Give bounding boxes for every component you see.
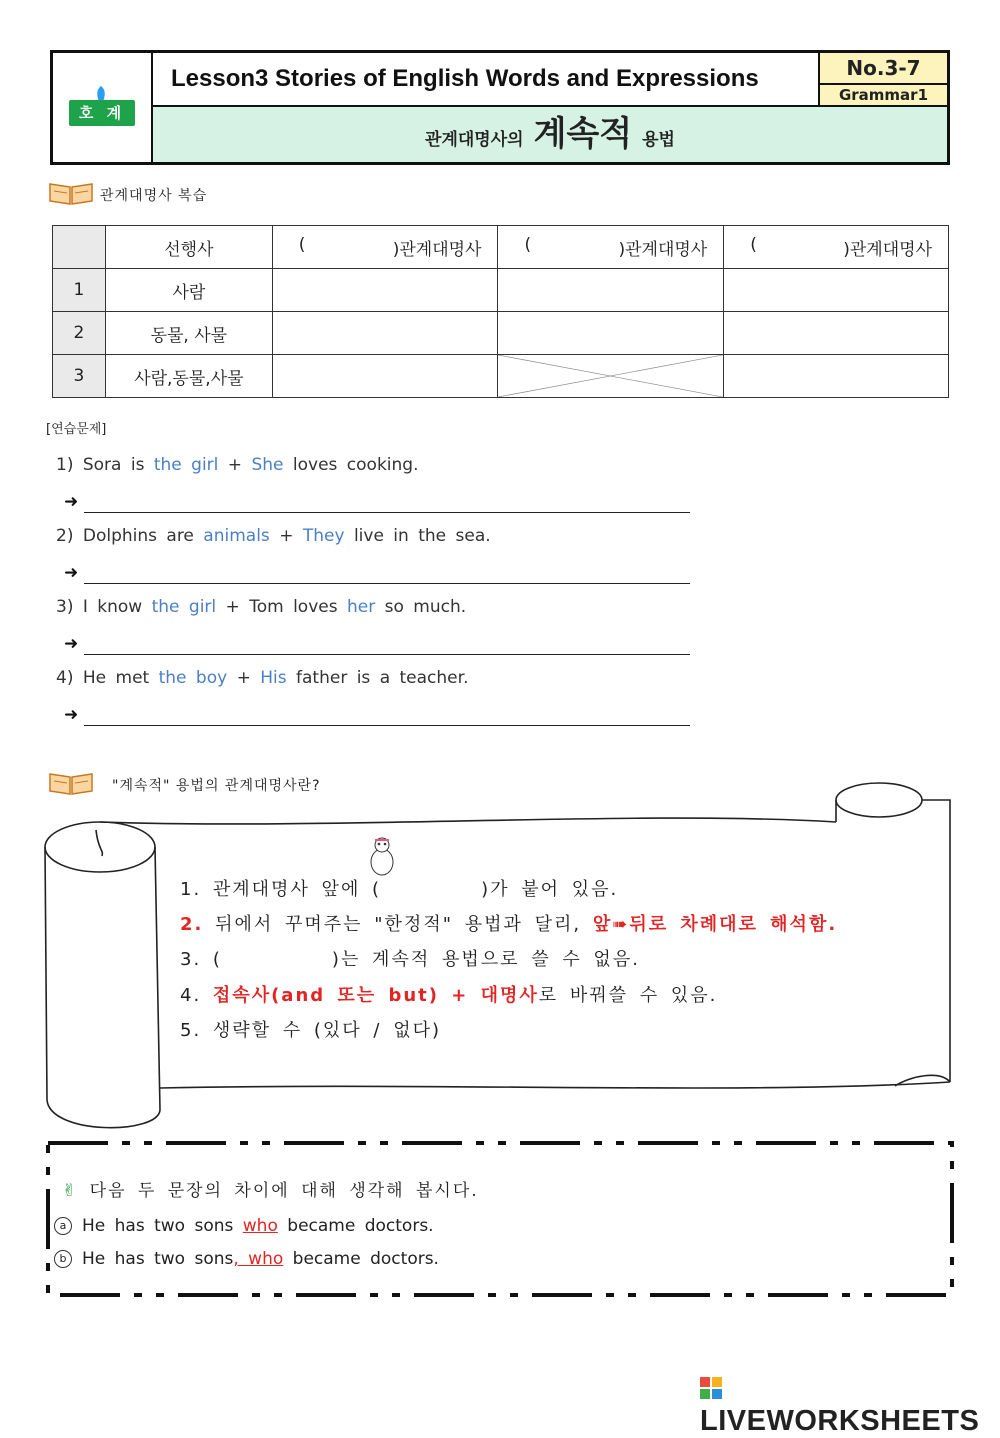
rule-1: 1. 관계대명사 앞에 ( )가 붙어 있음. <box>180 879 619 900</box>
open-book-icon <box>48 180 94 206</box>
victory-hand-icon: ✌ <box>62 1181 79 1201</box>
row-number: 3 <box>53 355 106 398</box>
crossed-out-cell <box>498 355 724 398</box>
answer-line-1[interactable] <box>84 512 690 513</box>
answer-cell[interactable] <box>272 355 498 398</box>
cartoon-character-icon <box>371 838 393 875</box>
table-row <box>53 355 949 398</box>
row-antecedent: 사람,동물,사물 <box>105 355 272 398</box>
practice-item-1: 1) Sora is the girl + She loves cooking. <box>56 455 419 475</box>
practice-item-4: 4) He met the boy + His father is a teacher. <box>56 668 469 688</box>
table-header-pronoun-1: ( )관계대명사 <box>272 226 498 269</box>
liveworksheets-logo: LIVEWORKSHEETS <box>700 1372 1000 1438</box>
rule-3: 3. ( )는 계속적 용법으로 쓸 수 없음. <box>180 949 640 970</box>
worksheet-header <box>50 50 950 165</box>
answer-line-4[interactable] <box>84 725 690 726</box>
rule-5: 5. 생략할 수 (있다 / 없다) <box>180 1020 441 1041</box>
arrow-icon: ➜ <box>64 492 79 512</box>
row-number: 2 <box>53 312 106 355</box>
table-header-antecedent: 선행사 <box>105 226 272 269</box>
rule-4: 4. 접속사(and 또는 but) + 대명사로 바꿔쓸 수 있음. <box>180 985 718 1006</box>
answer-cell[interactable] <box>498 312 724 355</box>
table-header-pronoun-3: ( )관계대명사 <box>724 226 949 269</box>
circled-b-icon: b <box>54 1250 72 1268</box>
school-logo: 호 계 <box>69 100 135 126</box>
subtitle-emphasis: 계속적 <box>533 114 633 154</box>
answer-line-2[interactable] <box>84 583 690 584</box>
lesson-number: No.3-7 <box>818 53 947 85</box>
review-heading: 관계대명사 복습 <box>100 188 208 204</box>
answer-cell[interactable] <box>724 312 949 355</box>
answer-cell[interactable] <box>272 312 498 355</box>
practice-item-2: 2) Dolphins are animals + They live in the sea. <box>56 526 491 546</box>
row-antecedent: 사람 <box>105 269 272 312</box>
liveworksheets-logo-icon <box>700 1377 722 1399</box>
comparison-title: ✌ 다음 두 문장의 차이에 대해 생각해 봅시다. <box>62 1181 479 1201</box>
table-row <box>53 312 949 355</box>
relative-pronoun-table <box>52 225 949 398</box>
answer-line-3[interactable] <box>84 654 690 655</box>
sentence-a: a He has two sons who became doctors. <box>54 1216 434 1236</box>
school-logo-cell <box>53 53 153 162</box>
table-header-pronoun-2: ( )관계대명사 <box>498 226 724 269</box>
row-number: 1 <box>53 269 106 312</box>
arrow-icon: ➜ <box>64 705 79 725</box>
circled-a-icon: a <box>54 1217 72 1235</box>
answer-cell[interactable] <box>724 355 949 398</box>
table-row <box>53 269 949 312</box>
practice-item-3: 3) I know the girl + Tom loves her so much. <box>56 597 467 617</box>
subtitle-prefix: 관계대명사의 <box>425 130 524 150</box>
lesson-category: Grammar1 <box>818 85 947 107</box>
answer-cell[interactable] <box>272 269 498 312</box>
arrow-icon: ➜ <box>64 563 79 583</box>
page-title <box>153 107 947 162</box>
table-header-row <box>53 226 949 269</box>
rule-2: 2. 뒤에서 꾸며주는 "한정적" 용법과 달리, 앞➠뒤로 차례대로 해석함. <box>180 914 838 935</box>
answer-cell[interactable] <box>498 269 724 312</box>
definition-heading: "계속적" 용법의 관계대명사란? <box>112 778 321 794</box>
row-antecedent: 동물, 사물 <box>105 312 272 355</box>
practice-label: [연습문제] <box>46 422 107 437</box>
answer-cell[interactable] <box>724 269 949 312</box>
lesson-title: Lesson3 Stories of English Words and Expressions <box>153 53 818 107</box>
table-header-num <box>53 226 106 269</box>
subtitle-suffix: 용법 <box>642 130 675 150</box>
sentence-b: b He has two sons, who became doctors. <box>54 1249 439 1269</box>
arrow-icon: ➜ <box>64 634 79 654</box>
cross-mark-icon <box>498 355 723 397</box>
